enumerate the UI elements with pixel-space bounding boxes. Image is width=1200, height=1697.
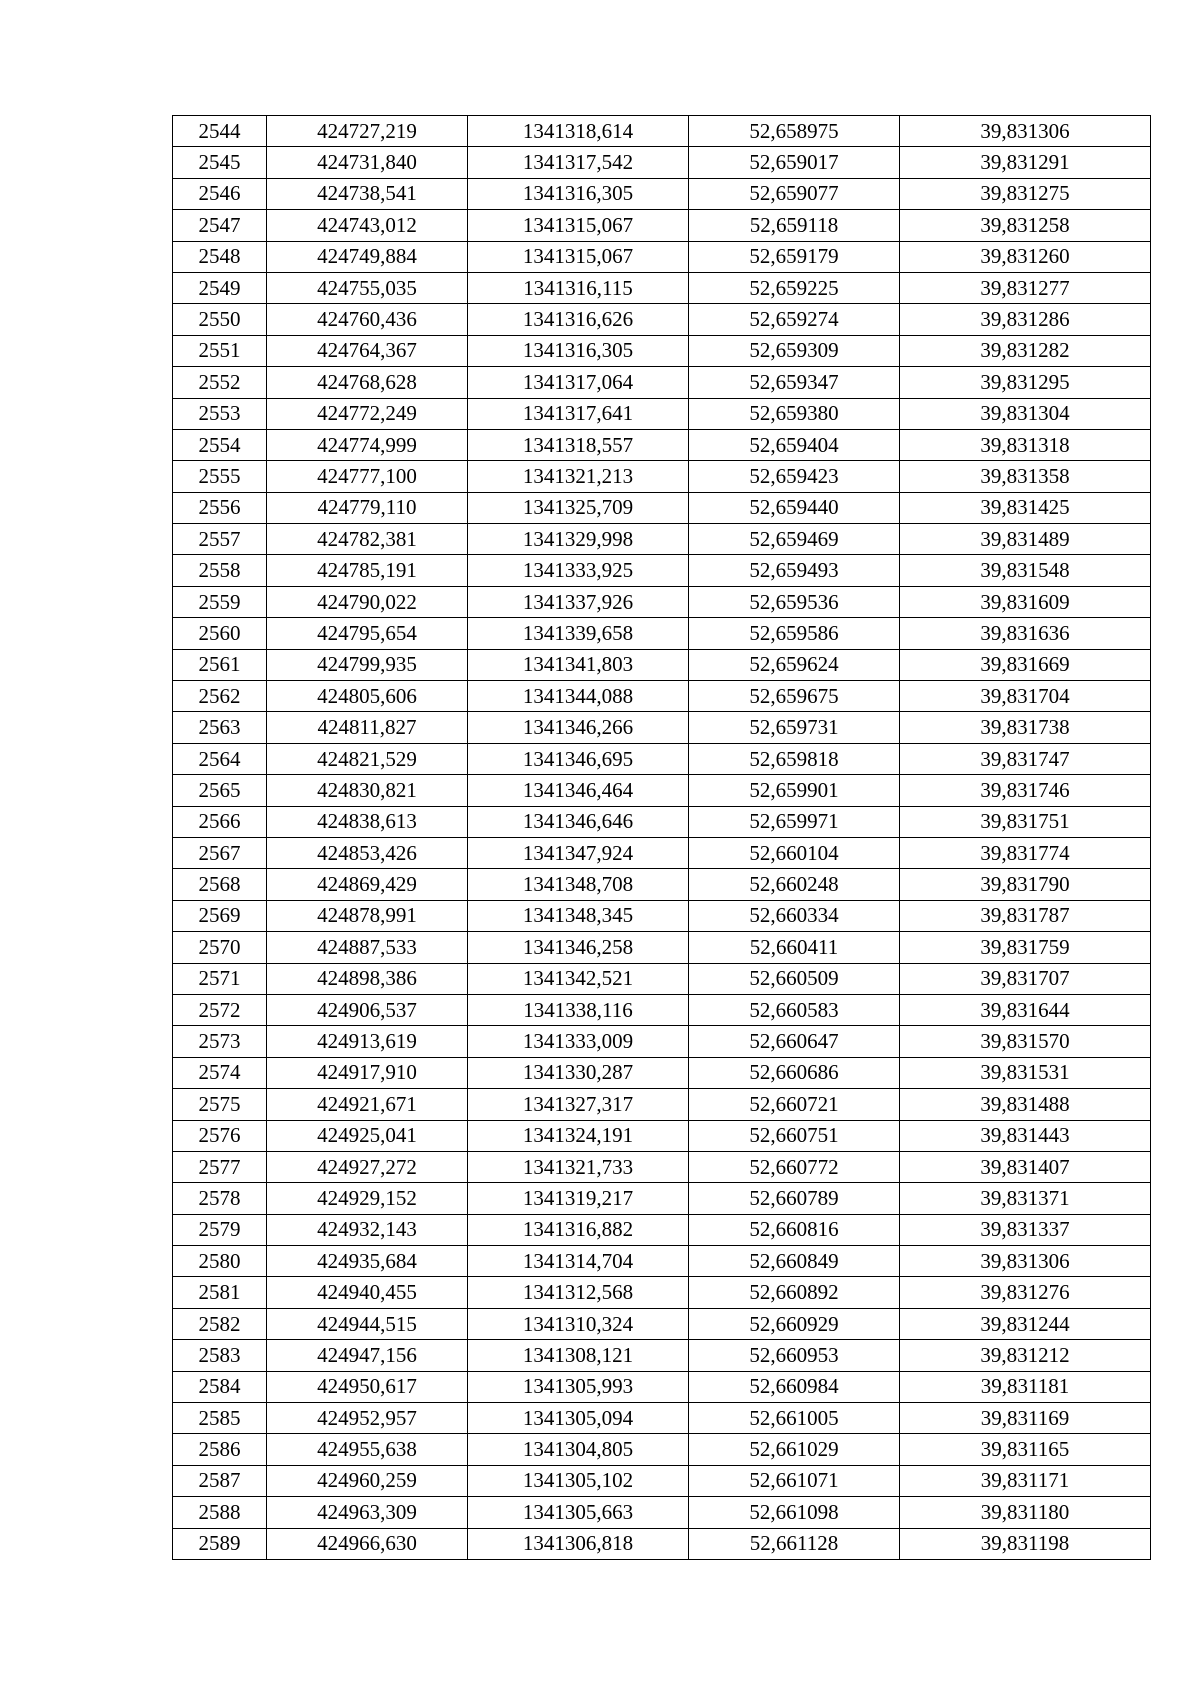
table-row: [173, 492, 1151, 523]
point-number-cell: 2568: [173, 869, 267, 900]
table-row: [173, 1214, 1151, 1245]
table-row: [173, 178, 1151, 209]
y-coordinate-cell: 1341348,708: [468, 869, 689, 900]
longitude-cell: 39,831198: [900, 1528, 1151, 1559]
x-coordinate-cell: 424947,156: [267, 1340, 468, 1371]
point-number-cell: 2545: [173, 147, 267, 178]
latitude-cell: 52,660647: [689, 1026, 900, 1057]
table-row: [173, 524, 1151, 555]
longitude-cell: 39,831358: [900, 461, 1151, 492]
y-coordinate-cell: 1341310,324: [468, 1308, 689, 1339]
latitude-cell: 52,660686: [689, 1057, 900, 1088]
longitude-cell: 39,831371: [900, 1183, 1151, 1214]
y-coordinate-cell: 1341314,704: [468, 1246, 689, 1277]
table-row: [173, 1434, 1151, 1465]
latitude-cell: 52,659225: [689, 272, 900, 303]
y-coordinate-cell: 1341317,641: [468, 398, 689, 429]
table-row: [173, 116, 1151, 147]
point-number-cell: 2580: [173, 1246, 267, 1277]
table-row: [173, 1183, 1151, 1214]
table-row: [173, 1497, 1151, 1528]
x-coordinate-cell: 424853,426: [267, 837, 468, 868]
table-row: [173, 869, 1151, 900]
point-number-cell: 2560: [173, 618, 267, 649]
y-coordinate-cell: 1341348,345: [468, 900, 689, 931]
table-row: [173, 1465, 1151, 1496]
x-coordinate-cell: 424790,022: [267, 586, 468, 617]
x-coordinate-cell: 424898,386: [267, 963, 468, 994]
y-coordinate-cell: 1341315,067: [468, 241, 689, 272]
longitude-cell: 39,831704: [900, 681, 1151, 712]
x-coordinate-cell: 424927,272: [267, 1151, 468, 1182]
x-coordinate-cell: 424963,309: [267, 1497, 468, 1528]
y-coordinate-cell: 1341316,305: [468, 335, 689, 366]
y-coordinate-cell: 1341318,557: [468, 429, 689, 460]
table-row: [173, 994, 1151, 1025]
longitude-cell: 39,831790: [900, 869, 1151, 900]
point-number-cell: 2561: [173, 649, 267, 680]
table-row: [173, 1403, 1151, 1434]
latitude-cell: 52,661071: [689, 1465, 900, 1496]
y-coordinate-cell: 1341312,568: [468, 1277, 689, 1308]
x-coordinate-cell: 424749,884: [267, 241, 468, 272]
y-coordinate-cell: 1341330,287: [468, 1057, 689, 1088]
latitude-cell: 52,659404: [689, 429, 900, 460]
latitude-cell: 52,660953: [689, 1340, 900, 1371]
x-coordinate-cell: 424821,529: [267, 743, 468, 774]
latitude-cell: 52,661098: [689, 1497, 900, 1528]
point-number-cell: 2565: [173, 775, 267, 806]
longitude-cell: 39,831244: [900, 1308, 1151, 1339]
point-number-cell: 2559: [173, 586, 267, 617]
x-coordinate-cell: 424830,821: [267, 775, 468, 806]
table-row: [173, 1246, 1151, 1277]
longitude-cell: 39,831258: [900, 210, 1151, 241]
latitude-cell: 52,659347: [689, 367, 900, 398]
x-coordinate-cell: 424743,012: [267, 210, 468, 241]
table-row: [173, 1277, 1151, 1308]
point-number-cell: 2589: [173, 1528, 267, 1559]
latitude-cell: 52,659469: [689, 524, 900, 555]
y-coordinate-cell: 1341347,924: [468, 837, 689, 868]
x-coordinate-cell: 424935,684: [267, 1246, 468, 1277]
table-row: [173, 1057, 1151, 1088]
table-row: [173, 461, 1151, 492]
table-row: [173, 681, 1151, 712]
longitude-cell: 39,831774: [900, 837, 1151, 868]
point-number-cell: 2576: [173, 1120, 267, 1151]
latitude-cell: 52,659818: [689, 743, 900, 774]
y-coordinate-cell: 1341321,733: [468, 1151, 689, 1182]
y-coordinate-cell: 1341346,646: [468, 806, 689, 837]
point-number-cell: 2579: [173, 1214, 267, 1245]
latitude-cell: 52,659624: [689, 649, 900, 680]
point-number-cell: 2569: [173, 900, 267, 931]
x-coordinate-cell: 424838,613: [267, 806, 468, 837]
longitude-cell: 39,831787: [900, 900, 1151, 931]
table-row: [173, 743, 1151, 774]
point-number-cell: 2563: [173, 712, 267, 743]
y-coordinate-cell: 1341316,882: [468, 1214, 689, 1245]
point-number-cell: 2584: [173, 1371, 267, 1402]
x-coordinate-cell: 424917,910: [267, 1057, 468, 1088]
latitude-cell: 52,659380: [689, 398, 900, 429]
y-coordinate-cell: 1341329,998: [468, 524, 689, 555]
table-row: [173, 1151, 1151, 1182]
longitude-cell: 39,831181: [900, 1371, 1151, 1402]
y-coordinate-cell: 1341316,626: [468, 304, 689, 335]
point-number-cell: 2562: [173, 681, 267, 712]
latitude-cell: 52,660849: [689, 1246, 900, 1277]
latitude-cell: 52,659309: [689, 335, 900, 366]
y-coordinate-cell: 1341321,213: [468, 461, 689, 492]
point-number-cell: 2550: [173, 304, 267, 335]
x-coordinate-cell: 424887,533: [267, 932, 468, 963]
point-number-cell: 2578: [173, 1183, 267, 1214]
x-coordinate-cell: 424727,219: [267, 116, 468, 147]
latitude-cell: 52,658975: [689, 116, 900, 147]
y-coordinate-cell: 1341306,818: [468, 1528, 689, 1559]
longitude-cell: 39,831609: [900, 586, 1151, 617]
x-coordinate-cell: 424795,654: [267, 618, 468, 649]
point-number-cell: 2582: [173, 1308, 267, 1339]
longitude-cell: 39,831425: [900, 492, 1151, 523]
y-coordinate-cell: 1341344,088: [468, 681, 689, 712]
table-row: [173, 775, 1151, 806]
table-row: [173, 1340, 1151, 1371]
latitude-cell: 52,660984: [689, 1371, 900, 1402]
table-row: [173, 367, 1151, 398]
point-number-cell: 2546: [173, 178, 267, 209]
point-number-cell: 2552: [173, 367, 267, 398]
table-row: [173, 1120, 1151, 1151]
x-coordinate-cell: 424755,035: [267, 272, 468, 303]
y-coordinate-cell: 1341316,305: [468, 178, 689, 209]
table-row: [173, 1026, 1151, 1057]
x-coordinate-cell: 424768,628: [267, 367, 468, 398]
x-coordinate-cell: 424955,638: [267, 1434, 468, 1465]
longitude-cell: 39,831295: [900, 367, 1151, 398]
table-row: [173, 335, 1151, 366]
table-row: [173, 806, 1151, 837]
longitude-cell: 39,831277: [900, 272, 1151, 303]
longitude-cell: 39,831212: [900, 1340, 1151, 1371]
longitude-cell: 39,831306: [900, 1246, 1151, 1277]
longitude-cell: 39,831275: [900, 178, 1151, 209]
longitude-cell: 39,831407: [900, 1151, 1151, 1182]
point-number-cell: 2574: [173, 1057, 267, 1088]
table-row: [173, 1371, 1151, 1402]
y-coordinate-cell: 1341346,464: [468, 775, 689, 806]
longitude-cell: 39,831644: [900, 994, 1151, 1025]
latitude-cell: 52,660929: [689, 1308, 900, 1339]
latitude-cell: 52,660583: [689, 994, 900, 1025]
y-coordinate-cell: 1341305,993: [468, 1371, 689, 1402]
y-coordinate-cell: 1341339,658: [468, 618, 689, 649]
latitude-cell: 52,661005: [689, 1403, 900, 1434]
x-coordinate-cell: 424966,630: [267, 1528, 468, 1559]
point-number-cell: 2573: [173, 1026, 267, 1057]
point-number-cell: 2555: [173, 461, 267, 492]
point-number-cell: 2551: [173, 335, 267, 366]
y-coordinate-cell: 1341305,094: [468, 1403, 689, 1434]
point-number-cell: 2572: [173, 994, 267, 1025]
table-row: [173, 932, 1151, 963]
point-number-cell: 2566: [173, 806, 267, 837]
longitude-cell: 39,831488: [900, 1089, 1151, 1120]
longitude-cell: 39,831548: [900, 555, 1151, 586]
y-coordinate-cell: 1341308,121: [468, 1340, 689, 1371]
table-row: [173, 272, 1151, 303]
x-coordinate-cell: 424913,619: [267, 1026, 468, 1057]
longitude-cell: 39,831636: [900, 618, 1151, 649]
point-number-cell: 2583: [173, 1340, 267, 1371]
latitude-cell: 52,660751: [689, 1120, 900, 1151]
latitude-cell: 52,659731: [689, 712, 900, 743]
table-row: [173, 304, 1151, 335]
y-coordinate-cell: 1341324,191: [468, 1120, 689, 1151]
y-coordinate-cell: 1341315,067: [468, 210, 689, 241]
latitude-cell: 52,659493: [689, 555, 900, 586]
x-coordinate-cell: 424950,617: [267, 1371, 468, 1402]
longitude-cell: 39,831443: [900, 1120, 1151, 1151]
table-row: [173, 241, 1151, 272]
y-coordinate-cell: 1341316,115: [468, 272, 689, 303]
latitude-cell: 52,660721: [689, 1089, 900, 1120]
longitude-cell: 39,831169: [900, 1403, 1151, 1434]
latitude-cell: 52,660816: [689, 1214, 900, 1245]
latitude-cell: 52,659440: [689, 492, 900, 523]
latitude-cell: 52,659423: [689, 461, 900, 492]
table-row: [173, 1089, 1151, 1120]
latitude-cell: 52,659077: [689, 178, 900, 209]
point-number-cell: 2581: [173, 1277, 267, 1308]
longitude-cell: 39,831707: [900, 963, 1151, 994]
longitude-cell: 39,831286: [900, 304, 1151, 335]
table-row: [173, 210, 1151, 241]
latitude-cell: 52,660248: [689, 869, 900, 900]
longitude-cell: 39,831318: [900, 429, 1151, 460]
y-coordinate-cell: 1341305,102: [468, 1465, 689, 1496]
x-coordinate-cell: 424782,381: [267, 524, 468, 555]
y-coordinate-cell: 1341337,926: [468, 586, 689, 617]
x-coordinate-cell: 424921,671: [267, 1089, 468, 1120]
x-coordinate-cell: 424940,455: [267, 1277, 468, 1308]
point-number-cell: 2575: [173, 1089, 267, 1120]
x-coordinate-cell: 424952,957: [267, 1403, 468, 1434]
x-coordinate-cell: 424785,191: [267, 555, 468, 586]
latitude-cell: 52,659118: [689, 210, 900, 241]
x-coordinate-cell: 424805,606: [267, 681, 468, 712]
x-coordinate-cell: 424731,840: [267, 147, 468, 178]
latitude-cell: 52,661029: [689, 1434, 900, 1465]
point-number-cell: 2586: [173, 1434, 267, 1465]
latitude-cell: 52,660772: [689, 1151, 900, 1182]
coordinates-table-body: [173, 116, 1151, 1560]
table-row: [173, 555, 1151, 586]
longitude-cell: 39,831751: [900, 806, 1151, 837]
x-coordinate-cell: 424738,541: [267, 178, 468, 209]
y-coordinate-cell: 1341304,805: [468, 1434, 689, 1465]
table-row: [173, 712, 1151, 743]
longitude-cell: 39,831759: [900, 932, 1151, 963]
y-coordinate-cell: 1341346,695: [468, 743, 689, 774]
table-row: [173, 900, 1151, 931]
y-coordinate-cell: 1341333,009: [468, 1026, 689, 1057]
x-coordinate-cell: 424779,110: [267, 492, 468, 523]
longitude-cell: 39,831260: [900, 241, 1151, 272]
longitude-cell: 39,831282: [900, 335, 1151, 366]
table-row: [173, 147, 1151, 178]
y-coordinate-cell: 1341327,317: [468, 1089, 689, 1120]
point-number-cell: 2556: [173, 492, 267, 523]
table-row: [173, 429, 1151, 460]
point-number-cell: 2567: [173, 837, 267, 868]
latitude-cell: 52,659586: [689, 618, 900, 649]
x-coordinate-cell: 424929,152: [267, 1183, 468, 1214]
latitude-cell: 52,659536: [689, 586, 900, 617]
point-number-cell: 2571: [173, 963, 267, 994]
longitude-cell: 39,831570: [900, 1026, 1151, 1057]
table-row: [173, 1308, 1151, 1339]
latitude-cell: 52,660104: [689, 837, 900, 868]
x-coordinate-cell: 424878,991: [267, 900, 468, 931]
point-number-cell: 2553: [173, 398, 267, 429]
longitude-cell: 39,831165: [900, 1434, 1151, 1465]
point-number-cell: 2544: [173, 116, 267, 147]
x-coordinate-cell: 424772,249: [267, 398, 468, 429]
latitude-cell: 52,659901: [689, 775, 900, 806]
x-coordinate-cell: 424799,935: [267, 649, 468, 680]
point-number-cell: 2548: [173, 241, 267, 272]
point-number-cell: 2588: [173, 1497, 267, 1528]
table-row: [173, 837, 1151, 868]
longitude-cell: 39,831306: [900, 116, 1151, 147]
x-coordinate-cell: 424869,429: [267, 869, 468, 900]
y-coordinate-cell: 1341346,266: [468, 712, 689, 743]
x-coordinate-cell: 424925,041: [267, 1120, 468, 1151]
table-row: [173, 398, 1151, 429]
y-coordinate-cell: 1341342,521: [468, 963, 689, 994]
longitude-cell: 39,831747: [900, 743, 1151, 774]
y-coordinate-cell: 1341333,925: [468, 555, 689, 586]
y-coordinate-cell: 1341318,614: [468, 116, 689, 147]
point-number-cell: 2557: [173, 524, 267, 555]
latitude-cell: 52,660411: [689, 932, 900, 963]
x-coordinate-cell: 424906,537: [267, 994, 468, 1025]
point-number-cell: 2585: [173, 1403, 267, 1434]
longitude-cell: 39,831304: [900, 398, 1151, 429]
table-row: [173, 1528, 1151, 1559]
y-coordinate-cell: 1341325,709: [468, 492, 689, 523]
x-coordinate-cell: 424932,143: [267, 1214, 468, 1245]
longitude-cell: 39,831489: [900, 524, 1151, 555]
point-number-cell: 2547: [173, 210, 267, 241]
latitude-cell: 52,661128: [689, 1528, 900, 1559]
x-coordinate-cell: 424960,259: [267, 1465, 468, 1496]
longitude-cell: 39,831738: [900, 712, 1151, 743]
point-number-cell: 2587: [173, 1465, 267, 1496]
coordinates-table: [172, 115, 1151, 1560]
latitude-cell: 52,660789: [689, 1183, 900, 1214]
x-coordinate-cell: 424760,436: [267, 304, 468, 335]
point-number-cell: 2577: [173, 1151, 267, 1182]
table-row: [173, 963, 1151, 994]
longitude-cell: 39,831171: [900, 1465, 1151, 1496]
longitude-cell: 39,831276: [900, 1277, 1151, 1308]
y-coordinate-cell: 1341305,663: [468, 1497, 689, 1528]
latitude-cell: 52,659971: [689, 806, 900, 837]
x-coordinate-cell: 424777,100: [267, 461, 468, 492]
latitude-cell: 52,659675: [689, 681, 900, 712]
point-number-cell: 2549: [173, 272, 267, 303]
latitude-cell: 52,660334: [689, 900, 900, 931]
x-coordinate-cell: 424944,515: [267, 1308, 468, 1339]
longitude-cell: 39,831531: [900, 1057, 1151, 1088]
point-number-cell: 2564: [173, 743, 267, 774]
longitude-cell: 39,831746: [900, 775, 1151, 806]
x-coordinate-cell: 424764,367: [267, 335, 468, 366]
latitude-cell: 52,660509: [689, 963, 900, 994]
latitude-cell: 52,659274: [689, 304, 900, 335]
longitude-cell: 39,831669: [900, 649, 1151, 680]
latitude-cell: 52,659179: [689, 241, 900, 272]
y-coordinate-cell: 1341317,542: [468, 147, 689, 178]
table-row: [173, 586, 1151, 617]
table-row: [173, 649, 1151, 680]
table-row: [173, 618, 1151, 649]
point-number-cell: 2558: [173, 555, 267, 586]
y-coordinate-cell: 1341341,803: [468, 649, 689, 680]
y-coordinate-cell: 1341338,116: [468, 994, 689, 1025]
point-number-cell: 2570: [173, 932, 267, 963]
longitude-cell: 39,831291: [900, 147, 1151, 178]
x-coordinate-cell: 424811,827: [267, 712, 468, 743]
y-coordinate-cell: 1341317,064: [468, 367, 689, 398]
longitude-cell: 39,831180: [900, 1497, 1151, 1528]
y-coordinate-cell: 1341346,258: [468, 932, 689, 963]
latitude-cell: 52,660892: [689, 1277, 900, 1308]
latitude-cell: 52,659017: [689, 147, 900, 178]
point-number-cell: 2554: [173, 429, 267, 460]
longitude-cell: 39,831337: [900, 1214, 1151, 1245]
y-coordinate-cell: 1341319,217: [468, 1183, 689, 1214]
x-coordinate-cell: 424774,999: [267, 429, 468, 460]
